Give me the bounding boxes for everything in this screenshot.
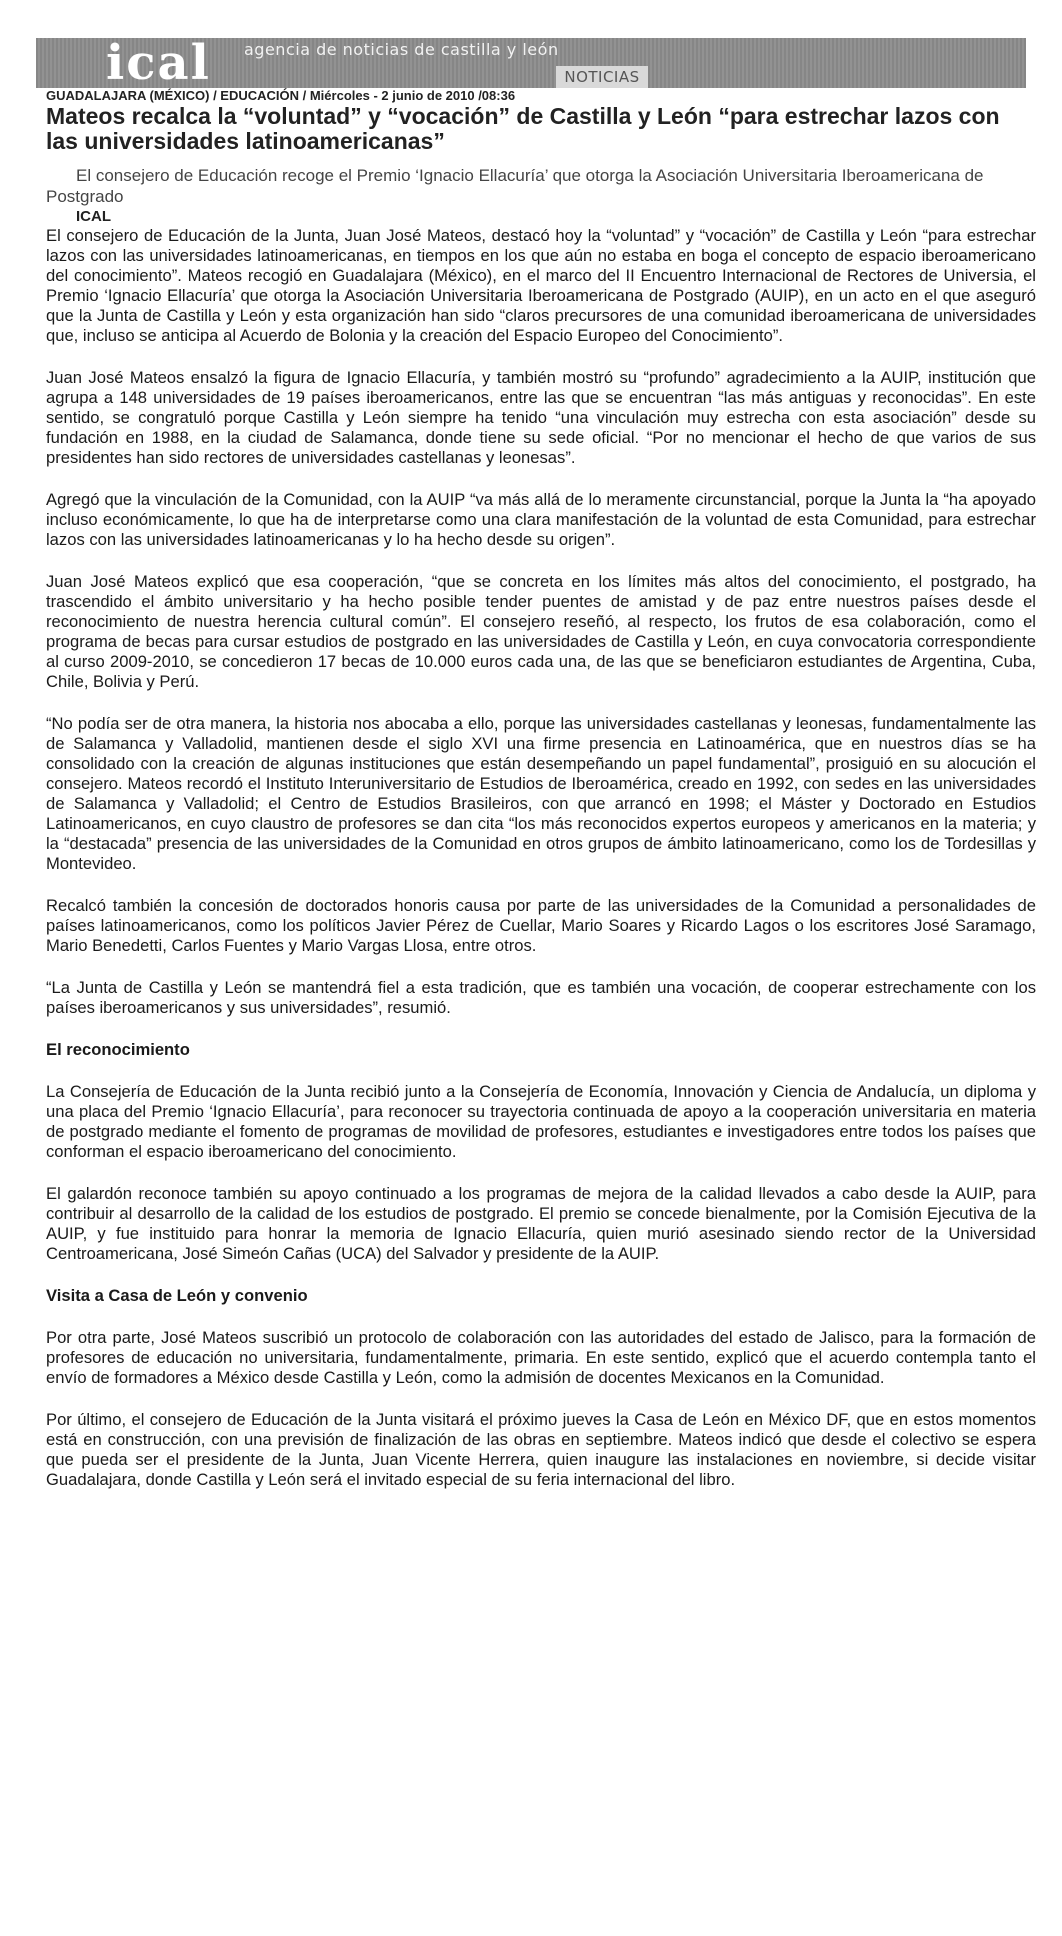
paragraph: “La Junta de Castilla y León se mantendrá fiel a esta tradición, que es también una vocación, de cooperar estrechamente con los países iberoamericanos y sus universidades”, resumió. [46, 978, 1036, 1017]
paragraph: Juan José Mateos explicó que esa cooperación, “que se concreta en los límites más altos del conocimiento, el postgrado, ha trascendido el ámbito universitario y ha hecho posible tender puentes de amistad y de paz entre nuestros países desde el reconocimiento de nuestra herencia cultural común”. El consejero reseñó, al respecto, los frutos de esa colaboración, como el programa de becas para cursar estudios de postgrado en las universidades de Castilla y León, en cuya convocatoria correspondiente al curso 2009-2010, se concedieron 17 becas de 10.000 euros cada una, de las que se beneficiaron estudiantes de Argentina, Cuba, Chile, Bolivia y Perú. [46, 572, 1036, 691]
paragraph: Por otra parte, José Mateos suscribió un protocolo de colaboración con las autoridades del estado de Jalisco, para la formación de profesores de educación no universitaria, fundamentalmente, primaria. En este sentido, explicó que el acuerdo contempla tanto el envío de formadores a México desde Castilla y León, como la admisión de docentes Mexicanos en la Comunidad. [46, 1328, 1036, 1387]
agency-banner [36, 35, 1026, 91]
section-heading-visita: Visita a Casa de León y convenio [46, 1286, 308, 1305]
subtitle: El consejero de Educación recoge el Premio ‘Ignacio Ellacuría’ que otorga la Asociación Universitaria Iberoamericana de Postgrado [46, 166, 984, 206]
headline: Mateos recalca la “voluntad” y “vocación” de Castilla y León “para estrechar lazos con las universidades latinoamericanas” [46, 103, 1000, 154]
paragraph: Juan José Mateos ensalzó la figura de Ignacio Ellacuría, y también mostró su “profundo” agradecimiento a la AUIP, institución que agrupa a 148 universidades de 19 países iberoamericanos, entre las que se encuentran “las más antiguas y reconocidas”. En este sentido, se congratuló porque Castilla y León siempre ha tenido “una vinculación muy estrecha con esta asociación” desde su fundación en 1988, en la ciudad de Salamanca, donde tiene su sede oficial. “Por no mencionar el hecho de que varios de sus presidentes han sido rectores de universidades castellanas y leonesas”. [46, 368, 1036, 467]
paragraph: La Consejería de Educación de la Junta recibió junto a la Consejería de Economía, Innovación y Ciencia de Andalucía, un diploma y una placa del Premio ‘Ignacio Ellacuría’, para reconocer su trayectoria continuada de apoyo a la cooperación universitaria en materia de postgrado mediante el fomento de programas de movilidad de profesores, estudiantes e investigadores entre todos los países que conforman el espacio iberoamericano del conocimiento. [46, 1082, 1036, 1161]
dateline: GUADALAJARA (MÉXICO) / EDUCACIÓN / Miércoles - 2 junio de 2010 /08:36 [46, 88, 516, 103]
paragraph: El consejero de Educación de la Junta, Juan José Mateos, destacó hoy la “voluntad” y “vocación” de Castilla y León “para estrechar lazos con las universidades latinoamericanas, en tiempos en los que aún no estaba en boga el concepto de espacio iberoamericano del conocimiento”. Mateos recogió en Guadalajara (México), en el marco del II Encuentro Internacional de Rectores de Universia, el Premio ‘Ignacio Ellacuría’ que otorga la Asociación Universitaria Iberoamericana de Postgrado (AUIP), en un acto en el que aseguró que la Junta de Castilla y León y esta organización han sido “claros precursores de una comunidad iberoamericana de universidades que, incluso se anticipa al Acuerdo de Bolonia y la creación del Espacio Europeo del Conocimiento”. [46, 226, 1036, 345]
section-label: NOTICIAS [556, 66, 648, 88]
section-heading-reconocimiento: El reconocimiento [46, 1040, 190, 1059]
ical-logo: ical [106, 35, 211, 91]
paragraph: Agregó que la vinculación de la Comunidad, con la AUIP “va más allá de lo meramente circunstancial, porque la Junta la “ha apoyado incluso económicamente, lo que ha de interpretarse como una clara manifestación de la voluntad de esta Comunidad, para estrechar lazos con las universidades latinoamericanas y lo ha hecho desde su origen”. [46, 490, 1036, 549]
paragraph: “No podía ser de otra manera, la historia nos abocaba a ello, porque las universidades castellanas y leonesas, fundamentalmente las de Salamanca y Valladolid, mantienen desde el siglo XVI una firme presencia en Latinoamérica, que en nuestros días se ha consolidado con la creación de algunas instituciones que están desempeñando un papel fundamental”, prosiguió en su alocución el consejero. Mateos recordó el Instituto Interuniversitario de Estudios de Iberoamérica, creado en 1992, con sedes en las universidades de Salamanca y Valladolid; el Centro de Estudios Brasileiros, con que arrancó en 1998; el Máster y Doctorado en Estudios Latinoamericanos, en cuyo claustro de profesores se dan cita “los más reconocidos expertos europeos y americanos en la materia; y la “destacada” presencia de las universidades de la Comunidad en otros grupos de ámbito latinoamericano, como los de Tordesillas y Montevideo. [46, 714, 1036, 873]
agency-byline: ICAL [76, 208, 111, 225]
paragraph: El galardón reconoce también su apoyo continuado a los programas de mejora de la calidad llevados a cabo desde la AUIP, para contribuir al desarrollo de la calidad de los estudios de postgrado. El premio se concede bienalmente, por la Comisión Ejecutiva de la AUIP, y fue instituido para honrar la memoria de Ignacio Ellacuría, quien murió asesinado siendo rector de la Universidad Centroamericana, José Simeón Cañas (UCA) del Salvador y presidente de la AUIP. [46, 1184, 1036, 1263]
article-body [46, 226, 1036, 1512]
paragraph: Recalcó también la concesión de doctorados honoris causa por parte de las universidades de la Comunidad a personalidades de países latinoamericanos, como los políticos Javier Pérez de Cuellar, Mario Soares y Ricardo Lagos o los escritores José Saramago, Mario Benedetti, Carlos Fuentes y Mario Vargas Llosa, entre otros. [46, 896, 1036, 955]
banner-tagline: agencia de noticias de castilla y león [244, 40, 559, 59]
paragraph: Por último, el consejero de Educación de la Junta visitará el próximo jueves la Casa de León en México DF, que en estos momentos está en construcción, con una previsión de finalización de las obras en septiembre. Mateos indicó que desde el colectivo se espera que pueda ser el presidente de la Junta, Juan Vicente Herrera, quien inaugure las instalaciones en noviembre, si decide visitar Guadalajara, donde Castilla y León será el invitado especial de su feria internacional del libro. [46, 1410, 1036, 1489]
